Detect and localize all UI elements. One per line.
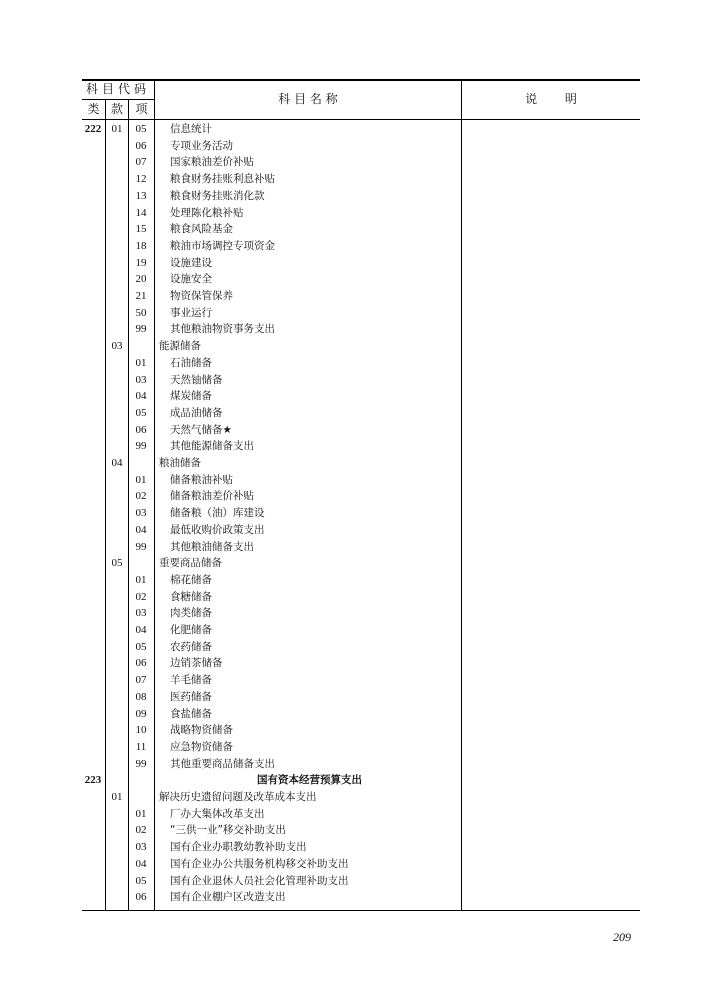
code-xiang: [128, 455, 154, 472]
code-kuan: [106, 822, 128, 839]
code-kuan: [106, 205, 128, 222]
code-lei: [82, 722, 104, 739]
code-lei: [82, 288, 104, 305]
subject-name: 设施建设: [170, 256, 212, 269]
code-xiang: 02: [135, 490, 147, 503]
code-lei: [82, 438, 104, 455]
subject-name: 国有企业退休人员社会化管理补助支出: [170, 874, 349, 887]
page-number: 209: [613, 930, 631, 944]
code-lei: [82, 806, 104, 823]
code-kuan: [106, 388, 128, 405]
code-xiang: 13: [135, 189, 147, 202]
subject-name: 物资保管保养: [170, 290, 233, 302]
code-xiang: 18: [135, 239, 147, 252]
code-xiang: 04: [135, 390, 147, 403]
code-kuan: [106, 522, 128, 539]
code-lei: [82, 655, 104, 672]
subject-name: 天然气储备★: [170, 423, 232, 436]
subject-name: 粮油市场调控专项资金: [170, 239, 275, 252]
code-kuan: [106, 689, 128, 706]
code-lei: [82, 422, 104, 439]
subject-name: 粮食财务挂账利息补贴: [170, 173, 275, 186]
code-lei: [82, 388, 104, 405]
subject-name: 重要商品储备: [159, 557, 222, 570]
code-kuan: [106, 422, 128, 439]
subject-name: 粮食风险基金: [170, 223, 233, 236]
header-name: 科 目 名 称: [278, 92, 338, 106]
code-lei: [82, 756, 104, 773]
code-xiang: 99: [135, 540, 147, 553]
code-lei: [82, 789, 104, 806]
subject-name: 能源储备: [159, 340, 201, 353]
subject-name: 国有企业办公共服务机构移交补助支出: [170, 857, 349, 870]
subject-name: 战略物资储备: [170, 724, 233, 737]
subject-name: 处理陈化粮补贴: [170, 206, 244, 219]
code-kuan: 01: [111, 791, 123, 803]
subject-name: 肉类储备: [170, 607, 212, 620]
code-xiang: 99: [135, 440, 147, 453]
code-lei: [82, 672, 104, 689]
code-xiang: 05: [135, 123, 147, 135]
code-kuan: [106, 438, 128, 455]
subject-name: 其他重要商品储备支出: [170, 757, 275, 770]
code-kuan: [106, 372, 128, 389]
code-kuan: [106, 238, 128, 255]
code-kuan: [106, 488, 128, 505]
header-kuan: 款: [110, 102, 123, 116]
subject-name: 煤炭储备: [170, 390, 212, 403]
code-xiang: 04: [135, 624, 147, 636]
code-lei: [82, 555, 104, 572]
header-code-group: 科目代码: [85, 82, 150, 96]
code-kuan: [106, 405, 128, 422]
code-lei: [82, 539, 104, 556]
code-xiang: 06: [135, 891, 147, 904]
code-lei: 222: [84, 123, 102, 135]
code-lei: [82, 321, 104, 338]
code-xiang: 01: [135, 473, 147, 486]
code-kuan: [106, 505, 128, 522]
code-lei: [82, 639, 104, 656]
code-xiang: 12: [135, 173, 147, 186]
code-lei: [82, 873, 104, 890]
code-lei: [82, 138, 104, 155]
code-lei: [82, 154, 104, 171]
code-lei: [82, 355, 104, 372]
code-xiang: 03: [135, 607, 147, 620]
subject-name: 边销茶储备: [170, 657, 223, 670]
subject-name: 其他粮油储备支出: [170, 540, 254, 553]
code-kuan: [106, 622, 128, 639]
code-kuan: [106, 873, 128, 890]
subject-name: 专项业务活动: [170, 139, 233, 152]
code-xiang: 01: [135, 356, 147, 369]
code-lei: [82, 856, 104, 873]
subject-name: 其他能源储备支出: [170, 440, 254, 453]
code-kuan: [106, 154, 128, 171]
header-bottom-rule: [82, 119, 640, 120]
subject-name: 食糖储备: [170, 590, 212, 603]
code-xiang: 08: [135, 690, 147, 703]
code-lei: [82, 889, 104, 906]
code-kuan: [106, 772, 128, 789]
code-xiang: 06: [135, 657, 147, 670]
code-kuan: [106, 839, 128, 856]
code-lei: [82, 305, 104, 322]
code-lei: [82, 839, 104, 856]
code-xiang: 07: [135, 156, 147, 169]
code-kuan: [106, 271, 128, 288]
code-kuan: [106, 171, 128, 188]
subject-name: 羊毛储备: [170, 674, 212, 687]
code-kuan: [106, 605, 128, 622]
subject-name: “三供一业”移交补助支出: [170, 824, 286, 837]
code-kuan: [106, 806, 128, 823]
code-lei: [82, 589, 104, 606]
subject-name: 其他粮油物资事务支出: [170, 323, 275, 336]
code-xiang: 02: [135, 824, 147, 837]
code-kuan: [106, 756, 128, 773]
code-lei: [82, 171, 104, 188]
code-lei: [82, 472, 104, 489]
code-lei: [82, 238, 104, 255]
code-kuan: 01: [111, 123, 123, 135]
subject-name: 国有资本经营预算支出: [257, 774, 362, 787]
code-xiang: 01: [135, 807, 147, 820]
code-lei: [82, 271, 104, 288]
code-lei: 223: [84, 774, 102, 787]
code-kuan: [106, 138, 128, 155]
code-xiang: 05: [135, 874, 147, 887]
subject-name: 解决历史遗留问题及改革成本支出: [159, 791, 317, 803]
subject-name: 粮食财务挂账消化款: [170, 189, 265, 202]
subject-name: 化肥储备: [170, 624, 212, 636]
subject-name: 国有企业棚户区改造支出: [170, 891, 286, 904]
code-kuan: 03: [111, 340, 123, 353]
col-divider-name-note: [461, 80, 462, 910]
code-lei: [82, 572, 104, 589]
subject-name: 储备粮油差价补贴: [170, 490, 254, 503]
code-xiang: 21: [135, 290, 147, 302]
subject-name: 事业运行: [170, 306, 212, 319]
table-top-rule: [82, 79, 640, 81]
code-xiang: 05: [135, 640, 147, 653]
code-kuan: [106, 739, 128, 756]
code-xiang: 05: [135, 406, 147, 419]
subject-name: 石油储备: [170, 356, 212, 369]
subject-name: 信息统计: [170, 123, 212, 135]
code-xiang: 10: [135, 724, 147, 737]
code-kuan: [106, 856, 128, 873]
code-lei: [82, 605, 104, 622]
code-xiang: [128, 772, 154, 789]
header-xiang: 项: [135, 102, 148, 116]
code-kuan: [106, 672, 128, 689]
code-xiang: 02: [135, 590, 147, 603]
code-xiang: 09: [135, 707, 147, 720]
code-kuan: [106, 472, 128, 489]
code-kuan: [106, 321, 128, 338]
subject-name: 医药储备: [170, 690, 212, 703]
code-xiang: 03: [135, 841, 147, 854]
code-lei: [82, 706, 104, 723]
code-lei: [82, 488, 104, 505]
code-kuan: [106, 188, 128, 205]
code-xiang: 03: [135, 507, 147, 520]
code-kuan: [106, 572, 128, 589]
subject-name: 农药储备: [170, 640, 212, 653]
code-lei: [82, 221, 104, 238]
code-lei: [82, 689, 104, 706]
code-lei: [82, 455, 104, 472]
code-xiang: 04: [135, 523, 147, 536]
code-xiang: 01: [135, 573, 147, 586]
code-xiang: 50: [135, 306, 147, 319]
subject-name: 棉花储备: [170, 573, 212, 586]
subject-name: 国有企业办职教幼教补助支出: [170, 841, 307, 854]
code-lei: [82, 739, 104, 756]
code-lei: [82, 255, 104, 272]
code-lei: [82, 822, 104, 839]
subject-name: 天然铀储备: [170, 373, 223, 386]
code-kuan: [106, 639, 128, 656]
code-kuan: [106, 655, 128, 672]
code-xiang: 14: [135, 206, 147, 219]
subject-name: 厂办大集体改革支出: [170, 807, 265, 820]
code-xiang: 15: [135, 223, 147, 236]
code-kuan: [106, 889, 128, 906]
code-xiang: 06: [135, 423, 147, 436]
code-kuan: [106, 539, 128, 556]
col-divider-code-name: [154, 80, 155, 910]
code-xiang: 19: [135, 256, 147, 269]
code-lei: [82, 622, 104, 639]
code-xiang: 11: [135, 740, 147, 753]
table-bottom-rule: [82, 910, 640, 911]
header-note: 说 明: [525, 92, 577, 106]
code-xiang: [128, 555, 154, 572]
code-xiang: [128, 789, 154, 806]
code-xiang: [128, 338, 154, 355]
subject-name: 国家粮油差价补贴: [170, 156, 254, 169]
subject-name: 粮油储备: [159, 457, 201, 469]
code-xiang: 99: [135, 757, 147, 770]
subject-name: 储备粮（油）库建设: [170, 507, 265, 520]
code-header-divider: [82, 99, 154, 100]
code-lei: [82, 338, 104, 355]
code-lei: [82, 522, 104, 539]
code-lei: [82, 505, 104, 522]
code-lei: [82, 205, 104, 222]
code-kuan: [106, 589, 128, 606]
code-kuan: [106, 355, 128, 372]
subject-name: 设施安全: [170, 273, 212, 286]
code-xiang: 04: [135, 857, 147, 870]
subject-name: 成品油储备: [170, 406, 223, 419]
subject-name: 最低收购价政策支出: [170, 523, 265, 536]
code-lei: [82, 372, 104, 389]
code-kuan: [106, 706, 128, 723]
code-xiang: 20: [135, 273, 147, 286]
code-lei: [82, 405, 104, 422]
header-lei: 类: [87, 102, 100, 116]
code-kuan: [106, 255, 128, 272]
subject-name: 储备粮油补贴: [170, 473, 233, 486]
code-kuan: [106, 722, 128, 739]
code-kuan: 05: [111, 557, 123, 570]
code-xiang: 06: [135, 139, 147, 152]
subject-name: 应急物资储备: [170, 740, 233, 753]
code-xiang: 99: [135, 323, 147, 336]
code-xiang: 03: [135, 373, 147, 386]
code-lei: [82, 188, 104, 205]
code-xiang: 07: [135, 674, 147, 687]
code-kuan: [106, 221, 128, 238]
code-kuan: [106, 288, 128, 305]
code-kuan: 04: [111, 457, 123, 469]
code-kuan: [106, 305, 128, 322]
subject-name: 食盐储备: [170, 707, 212, 720]
